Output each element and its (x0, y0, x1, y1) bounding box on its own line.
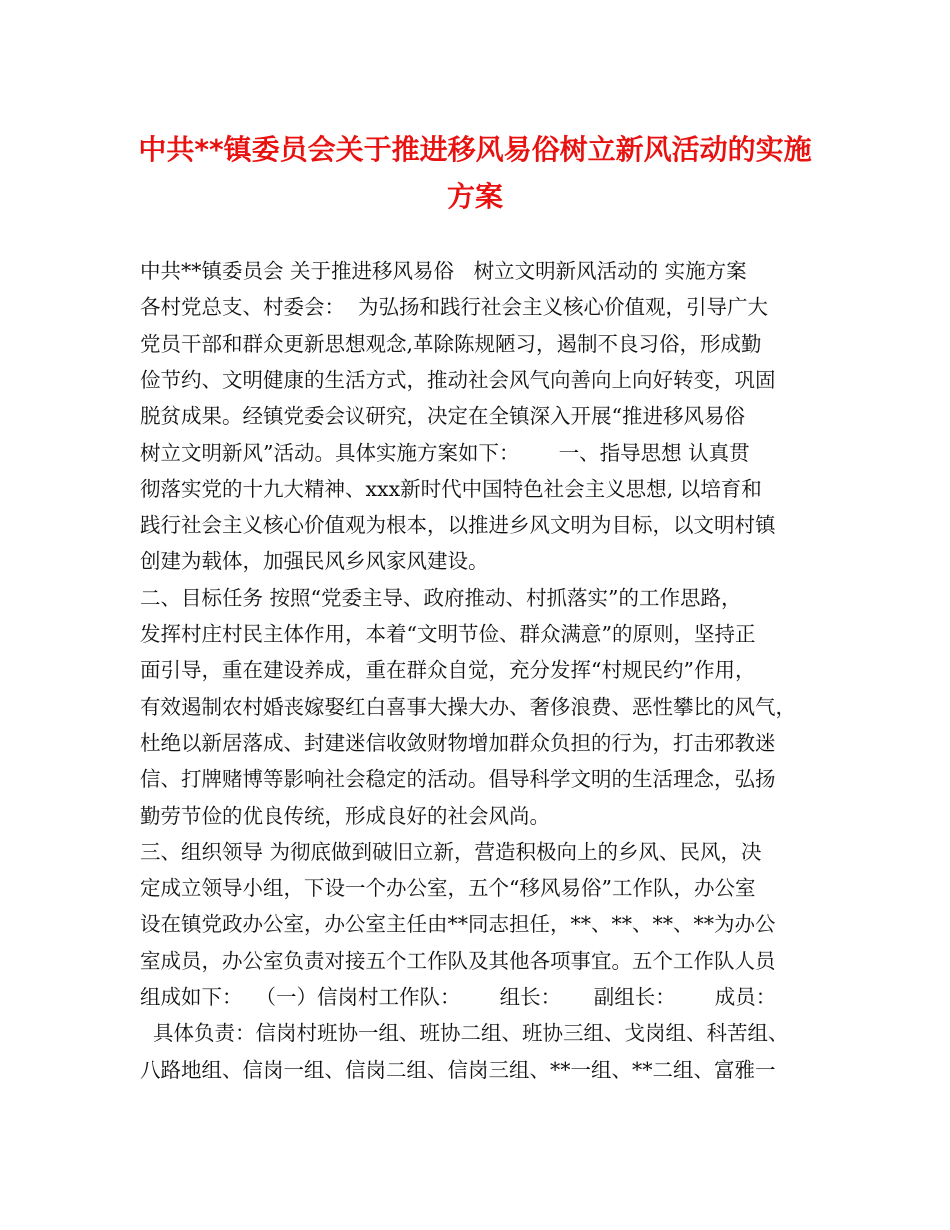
body-line: 党员干部和群众更新思想观念,革除陈规陋习，遏制不良习俗，形成勤 (140, 331, 762, 356)
body-line: 勤劳节俭的优良传统，形成良好的社会风尚。 (140, 803, 550, 828)
body-line: 有效遏制农村婚丧嫁娶红白喜事大操大办、奢侈浪费、恶性攀比的风气， (140, 694, 796, 719)
body-line: 八路地组、信岗一组、信岗二组、信岗三组、**一组、**二组、富雅一 (140, 1057, 776, 1082)
body-line: 组成如下： （一）信岗村工作队： 组长： 副组长： 成员： (140, 985, 777, 1009)
body-line: 具体负责：信岗村班协一组、班协二组、班协三组、戈岗组、科苦组、 (140, 1021, 789, 1046)
body-line: 三、组织领导 为彻底做到破旧立新，营造积极向上的乡风、民风，决 (140, 839, 762, 864)
body-line: 俭节约、文明健康的生活方式，推动社会风气向善向上向好转变，巩固 (140, 367, 776, 392)
body-line: 中共**镇委员会 关于推进移风易俗 树立文明新风活动的 实施方案 (140, 259, 747, 283)
body-line: 践行社会主义核心价值观为根本，以推进乡风文明为目标，以文明村镇 (140, 513, 776, 538)
document-title-line-1: 中共**镇委员会关于推进移风易俗树立新风活动的实施 (138, 133, 812, 166)
body-line: 信、打牌赌博等影响社会稳定的活动。倡导科学文明的生活理念，弘扬 (140, 767, 776, 792)
body-line: 定成立领导小组，下设一个办公室，五个“移风易俗”工作队，办公室 (140, 876, 756, 901)
body-line: 脱贫成果。经镇党委会议研究，决定在全镇深入开展“推进移风易俗 (140, 404, 745, 429)
body-line: 树立文明新风”活动。具体实施方案如下： 一、指导思想 认真贯 (140, 440, 750, 465)
body-line: 设在镇党政办公室，办公室主任由**同志担任，**、**、**、**为办公 (140, 912, 776, 937)
body-line: 各村党总支、村委会： 为弘扬和践行社会主义核心价值观，引导广大 (140, 295, 769, 320)
body-line: 杜绝以新居落成、封建迷信收敛财物增加群众负担的行为，打击邪教迷 (140, 730, 776, 755)
body-line: 室成员，办公室负责对接五个工作队及其他各项事宜。五个工作队人员 (140, 948, 776, 973)
body-line: 发挥村庄村民主体作用，本着“文明节俭、群众满意”的原则，坚持正 (140, 622, 756, 646)
body-line: 面引导，重在建设养成，重在群众自觉，充分发挥“村规民约”作用， (140, 658, 756, 683)
body-line: 二、目标任务 按照“党委主导、政府推动、村抓落实”的工作思路， (140, 585, 742, 610)
body-line: 创建为载体，加强民风乡风家风建设。 (140, 549, 489, 574)
document-title-line-2: 方案 (446, 180, 503, 213)
body-line: 彻落实党的十九大精神、xxx新时代中国特色社会主义思想, 以培育和 (140, 476, 762, 501)
